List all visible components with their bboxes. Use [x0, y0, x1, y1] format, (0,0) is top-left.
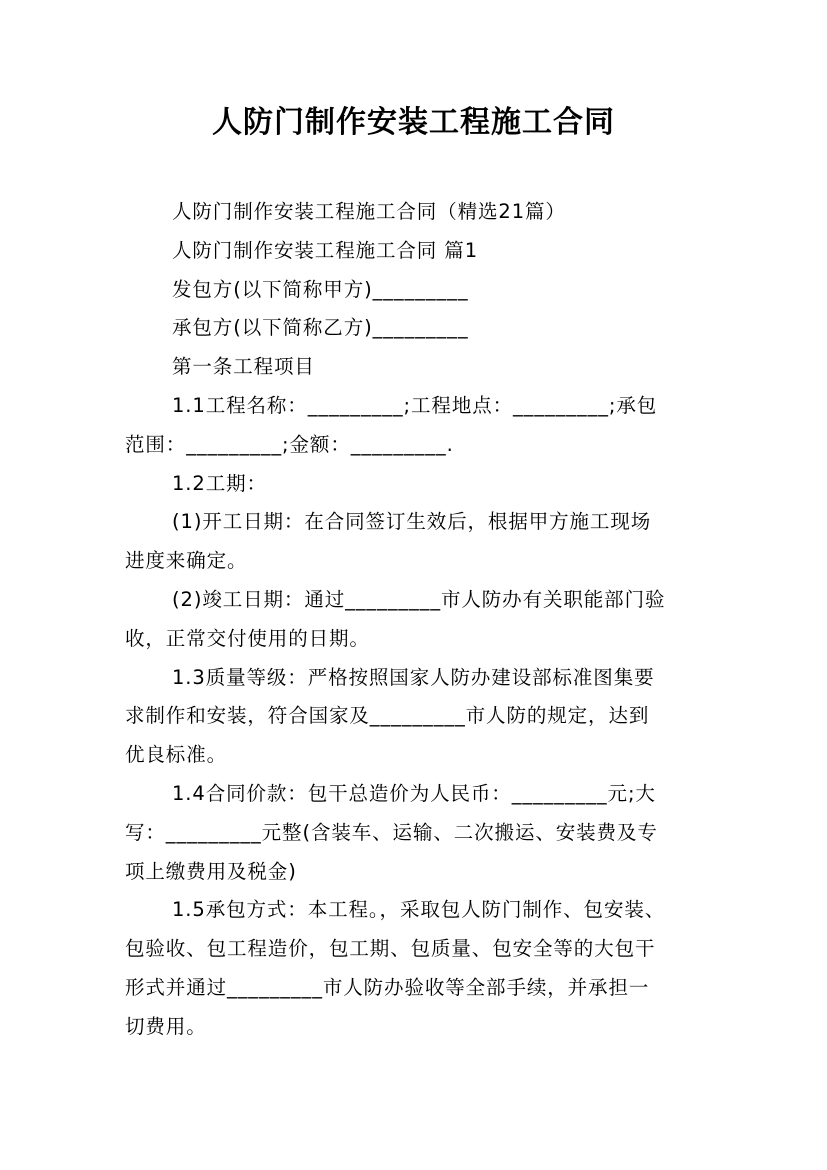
- text-line: 人防门制作安装工程施工合同 篇1: [172, 238, 479, 262]
- text-line: 优良标准。: [125, 743, 228, 767]
- text-line: 范围：_________;金额：_________.: [125, 432, 454, 456]
- document-body: [125, 193, 705, 1047]
- text-line: 求制作和安装，符合国家及_________市人防的规定，达到: [125, 704, 650, 728]
- text-line: 项上缴费用及税金): [125, 859, 297, 883]
- text-line: 人防门制作安装工程施工合同（精选21篇）: [172, 200, 566, 223]
- text-line: 收，正常交付使用的日期。: [125, 626, 370, 650]
- text-line: 发包方(以下简称甲方)_________: [172, 277, 469, 301]
- text-line: 包验收、包工程造价，包工期、包质量、包安全等的大包干: [125, 937, 656, 961]
- text-line: 写：_________元整(含装车、运输、二次搬运、安装费及专: [125, 820, 658, 844]
- text-line: 1.1工程名称：_________;工程地点：_________;承包: [172, 393, 658, 417]
- text-line: 形式并通过_________市人防办验收等全部手续，并承担一: [125, 975, 650, 999]
- text-line: 1.2工期：: [172, 471, 267, 495]
- text-line: 承包方(以下简称乙方)_________: [172, 316, 469, 340]
- document-title: 人防门制作安装工程施工合同: [212, 105, 615, 140]
- text-line: (1)开工日期：在合同签订生效后，根据甲方施工现场: [172, 510, 652, 534]
- text-line: 1.3质量等级：严格按照国家人防办建设部标准图集要: [172, 665, 655, 689]
- text-line: 第一条工程项目: [172, 355, 315, 379]
- text-line: (2)竣工日期：通过_________市人防办有关职能部门验: [172, 587, 666, 611]
- text-line: 切费用。: [125, 1014, 207, 1038]
- text-line: 1.4合同价款：包干总造价为人民币：_________元;大: [172, 781, 656, 805]
- text-line: 进度来确定。: [125, 549, 248, 573]
- text-line: 1.5承包方式：本工程。，采取包人防门制作、包安装、: [172, 898, 666, 922]
